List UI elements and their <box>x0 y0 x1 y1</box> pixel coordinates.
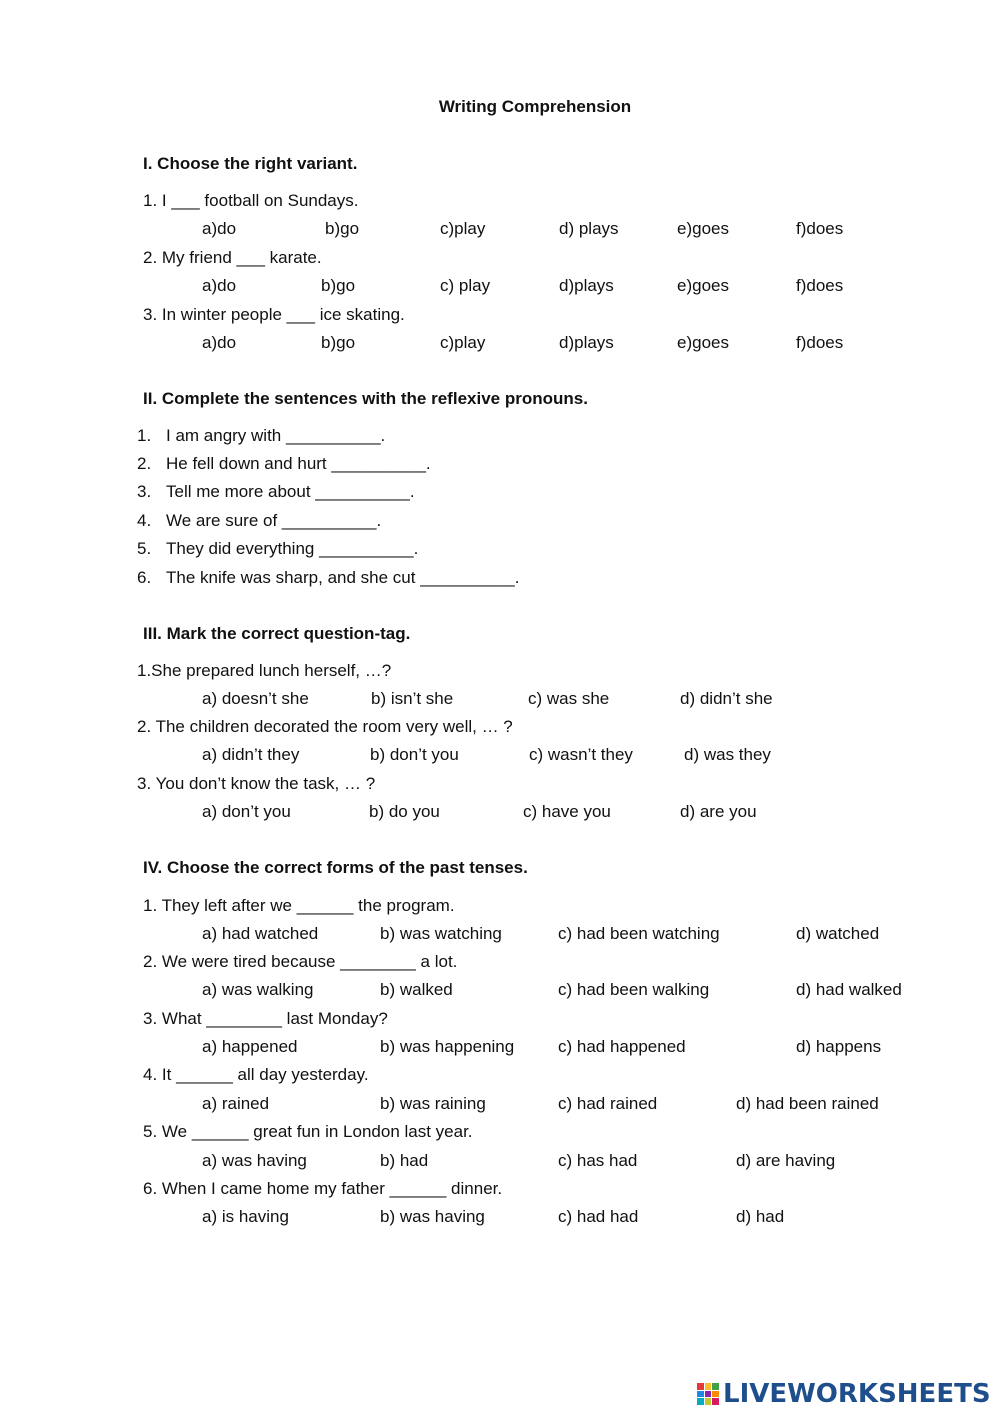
s3-q3-option-d[interactable]: d) are you <box>680 802 757 821</box>
s4-q2-option-d[interactable]: d) had walked <box>796 980 902 999</box>
liveworksheets-logo[interactable] <box>697 1380 991 1408</box>
s3-q1-option-a[interactable]: a) doesn’t she <box>202 689 309 708</box>
s4-q1-text: 1. They left after we ______ the program. <box>143 896 455 915</box>
logo-square <box>712 1398 719 1405</box>
s4-q4-option-b[interactable]: b) was raining <box>380 1094 486 1113</box>
s1-q3-option-c[interactable]: c)play <box>440 333 486 352</box>
s2-item-6-text[interactable]: The knife was sharp, and she cut __________. <box>166 568 520 587</box>
s1-q3-option-f[interactable]: f)does <box>796 333 844 352</box>
s4-q5-option-b[interactable]: b) had <box>380 1151 429 1170</box>
s2-item-4-text[interactable]: We are sure of __________. <box>166 511 382 530</box>
s4-q6-option-c[interactable]: c) had had <box>558 1207 639 1226</box>
s3-q2-text: 2. The children decorated the room very well, … ? <box>137 717 513 736</box>
logo-square <box>712 1383 719 1390</box>
s4-q4-option-a[interactable]: a) rained <box>202 1094 270 1113</box>
s2-item-4-number: 4. <box>137 511 152 530</box>
s1-q2-option-e[interactable]: e)goes <box>677 276 729 295</box>
s1-q1-option-a[interactable]: a)do <box>202 219 237 238</box>
s1-q2-option-c[interactable]: c) play <box>440 276 491 295</box>
s2-item-3-number: 3. <box>137 482 152 501</box>
logo-square <box>705 1391 712 1398</box>
s4-q5-text: 5. We ______ great fun in London last year. <box>143 1122 473 1141</box>
logo-square <box>705 1398 712 1405</box>
logo-text: LIVEWORKSHEETS <box>723 1379 991 1409</box>
s3-q1-option-d[interactable]: d) didn’t she <box>680 689 773 708</box>
s4-q1-option-d[interactable]: d) watched <box>796 924 880 943</box>
s2-item-5-text[interactable]: They did everything __________. <box>166 539 419 558</box>
s1-q2-option-a[interactable]: a)do <box>202 276 237 295</box>
s3-q3-option-b[interactable]: b) do you <box>369 802 440 821</box>
logo-square <box>697 1383 704 1390</box>
logo-square <box>697 1391 704 1398</box>
s2-item-2-number: 2. <box>137 454 152 473</box>
s4-q2-option-b[interactable]: b) walked <box>380 980 453 999</box>
section-4-heading: IV. Choose the correct forms of the past tenses. <box>143 858 528 877</box>
s3-q1-option-b[interactable]: b) isn’t she <box>371 689 454 708</box>
logo-grid-icon <box>697 1383 719 1405</box>
s1-q1-option-e[interactable]: e)goes <box>677 219 729 238</box>
page-title: Writing Comprehension <box>438 97 632 116</box>
s4-q4-text: 4. It ______ all day yesterday. <box>143 1065 369 1084</box>
s4-q3-text: 3. What ________ last Monday? <box>143 1009 388 1028</box>
s2-item-6-number: 6. <box>137 568 152 587</box>
s1-q2-option-d[interactable]: d)plays <box>559 276 614 295</box>
section-3-heading: III. Mark the correct question-tag. <box>143 624 411 643</box>
s4-q6-option-a[interactable]: a) is having <box>202 1207 289 1226</box>
s3-q2-option-b[interactable]: b) don’t you <box>370 745 459 764</box>
s4-q6-text: 6. When I came home my father ______ dinner. <box>143 1179 503 1198</box>
s2-item-5-number: 5. <box>137 539 152 558</box>
s4-q3-option-b[interactable]: b) was happening <box>380 1037 515 1056</box>
s2-item-3-text[interactable]: Tell me more about __________. <box>166 482 415 501</box>
s4-q1-option-c[interactable]: c) had been watching <box>558 924 720 943</box>
s1-q3-option-d[interactable]: d)plays <box>559 333 614 352</box>
s1-q2-text: 2. My friend ___ karate. <box>143 248 322 267</box>
s4-q1-option-a[interactable]: a) had watched <box>202 924 319 943</box>
s1-q3-option-e[interactable]: e)goes <box>677 333 729 352</box>
s3-q1-text: 1.She prepared lunch herself, …? <box>137 661 392 680</box>
s3-q3-option-a[interactable]: a) don’t you <box>202 802 291 821</box>
s4-q1-option-b[interactable]: b) was watching <box>380 924 502 943</box>
s4-q5-option-a[interactable]: a) was having <box>202 1151 307 1170</box>
section-1-heading: I. Choose the right variant. <box>143 154 358 173</box>
section-2-heading: II. Complete the sentences with the reflexive pronouns. <box>143 389 588 408</box>
s3-q2-option-c[interactable]: c) wasn’t they <box>529 745 633 764</box>
s3-q3-text: 3. You don’t know the task, … ? <box>137 774 376 793</box>
s4-q3-option-c[interactable]: c) had happened <box>558 1037 686 1056</box>
s1-q1-option-c[interactable]: c)play <box>440 219 486 238</box>
s4-q2-option-c[interactable]: c) had been walking <box>558 980 710 999</box>
s3-q3-option-c[interactable]: c) have you <box>523 802 611 821</box>
s4-q4-option-c[interactable]: c) had rained <box>558 1094 658 1113</box>
s1-q2-option-b[interactable]: b)go <box>321 276 356 295</box>
s1-q1-text: 1. I ___ football on Sundays. <box>143 191 359 210</box>
s1-q2-option-f[interactable]: f)does <box>796 276 844 295</box>
s3-q2-option-d[interactable]: d) was they <box>684 745 771 764</box>
s2-item-2-text[interactable]: He fell down and hurt __________. <box>166 454 431 473</box>
logo-square <box>712 1391 719 1398</box>
logo-square <box>697 1398 704 1405</box>
s4-q6-option-b[interactable]: b) was having <box>380 1207 485 1226</box>
s1-q3-option-a[interactable]: a)do <box>202 333 237 352</box>
s4-q4-option-d[interactable]: d) had been rained <box>736 1094 879 1113</box>
s3-q1-option-c[interactable]: c) was she <box>528 689 610 708</box>
s4-q2-option-a[interactable]: a) was walking <box>202 980 314 999</box>
s1-q3-option-b[interactable]: b)go <box>321 333 356 352</box>
s3-q2-option-a[interactable]: a) didn’t they <box>202 745 300 764</box>
s1-q3-text: 3. In winter people ___ ice skating. <box>143 305 405 324</box>
s4-q2-text: 2. We were tired because ________ a lot. <box>143 952 458 971</box>
s1-q1-option-f[interactable]: f)does <box>796 219 844 238</box>
s4-q5-option-c[interactable]: c) has had <box>558 1151 638 1170</box>
s4-q3-option-d[interactable]: d) happens <box>796 1037 882 1056</box>
s4-q6-option-d[interactable]: d) had <box>736 1207 785 1226</box>
logo-square <box>705 1383 712 1390</box>
s4-q5-option-d[interactable]: d) are having <box>736 1151 836 1170</box>
s4-q3-option-a[interactable]: a) happened <box>202 1037 298 1056</box>
s2-item-1-number: 1. <box>137 426 152 445</box>
s1-q1-option-d[interactable]: d) plays <box>559 219 619 238</box>
s1-q1-option-b[interactable]: b)go <box>325 219 360 238</box>
s2-item-1-text[interactable]: I am angry with __________. <box>166 426 386 445</box>
